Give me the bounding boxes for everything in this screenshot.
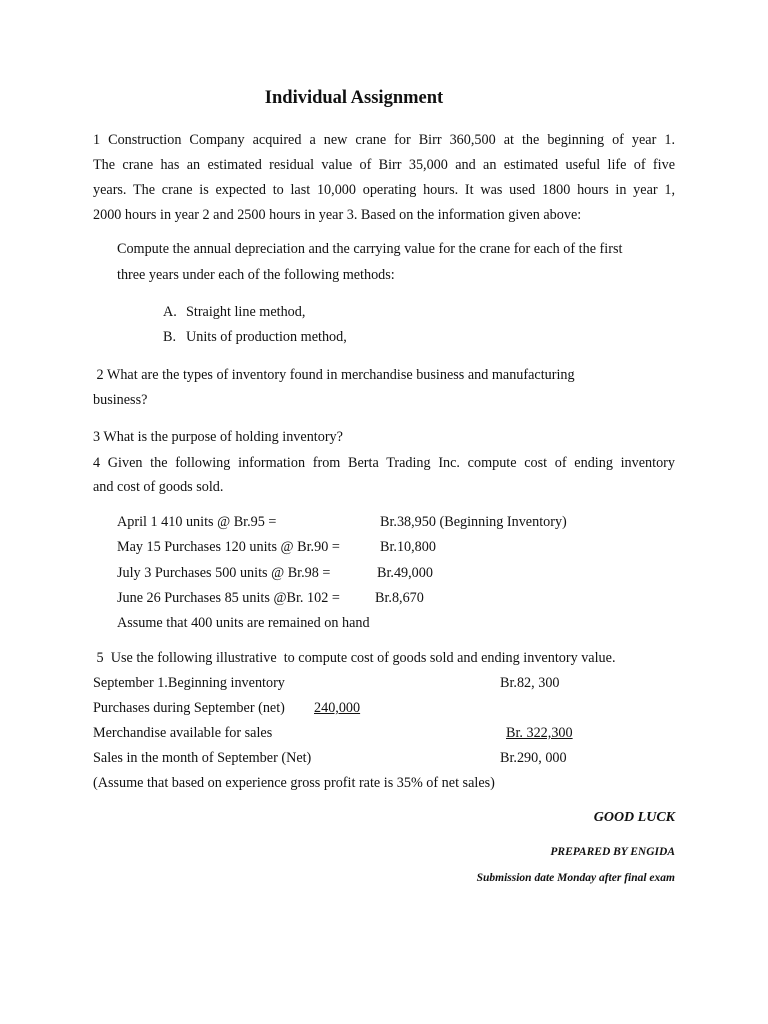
q4-row-amount: Br.8,670 bbox=[375, 590, 424, 606]
q4-line-1: 4 Given the following information from Berta Trading Inc. compute cost of ending inventory bbox=[93, 455, 675, 471]
q4-line-2: and cost of goods sold. bbox=[93, 479, 224, 495]
page-title: Individual Assignment bbox=[264, 88, 444, 108]
method-units-of-production: Units of production method, bbox=[186, 329, 347, 345]
q5-row-amount: Br. 322,300 bbox=[506, 725, 573, 741]
method-marker-a: A. bbox=[163, 304, 177, 320]
q4-assumption: Assume that 400 units are remained on hand bbox=[117, 615, 370, 631]
q1-instruction-line-1: Compute the annual depreciation and the carrying value for the crane for each of the first bbox=[117, 241, 623, 257]
q5-row-label: September 1.Beginning inventory bbox=[93, 675, 285, 691]
prepared-by: PREPARED BY ENGIDA bbox=[550, 846, 675, 858]
q2-line-1: 2 What are the types of inventory found in merchandise business and manufacturing bbox=[93, 367, 575, 383]
q1-instruction-line-2: three years under each of the following methods: bbox=[117, 267, 395, 283]
q4-row-desc: July 3 Purchases 500 units @ Br.98 = bbox=[117, 565, 331, 581]
q1-line-3: years. The crane is expected to last 10,000 operating hours. It was used 1800 hours in year 1, bbox=[93, 182, 675, 198]
method-marker-b: B. bbox=[163, 329, 177, 345]
q5-row-amount: Br.290, 000 bbox=[500, 750, 567, 766]
q4-row-amount: Br.49,000 bbox=[377, 565, 433, 581]
q5-row-amount: Br.82, 300 bbox=[500, 675, 560, 691]
q1-line-2: The crane has an estimated residual value of Birr 35,000 and an estimated useful life of five bbox=[93, 157, 675, 173]
q1-line-1: 1 Construction Company acquired a new crane for Birr 360,500 at the beginning of year 1. bbox=[93, 132, 675, 148]
submission-date: Submission date Monday after final exam bbox=[476, 872, 675, 884]
q5-row-amount: 240,000 bbox=[314, 700, 361, 716]
q4-row-desc: May 15 Purchases 120 units @ Br.90 = bbox=[117, 539, 340, 555]
q2-line-2: business? bbox=[93, 392, 148, 408]
q5-row-label: Sales in the month of September (Net) bbox=[93, 750, 312, 766]
q3-text: 3 What is the purpose of holding inventory? bbox=[93, 429, 343, 445]
good-luck: GOOD LUCK bbox=[593, 810, 675, 825]
q1-line-4: 2000 hours in year 2 and 2500 hours in year 3. Based on the information given above: bbox=[93, 207, 582, 223]
q4-row-amount: Br.38,950 (Beginning Inventory) bbox=[380, 514, 567, 530]
method-straight-line: Straight line method, bbox=[186, 304, 306, 320]
q4-row-desc: April 1 410 units @ Br.95 = bbox=[117, 514, 277, 530]
q5-row-label: Merchandise available for sales bbox=[93, 725, 273, 741]
q4-row-amount: Br.10,800 bbox=[380, 539, 436, 555]
q4-row-desc: June 26 Purchases 85 units @Br. 102 = bbox=[117, 590, 340, 606]
q5-row-label: Purchases during September (net) bbox=[93, 700, 285, 716]
q5-note: (Assume that based on experience gross profit rate is 35% of net sales) bbox=[93, 775, 495, 791]
q5-intro: 5 Use the following illustrative to compute cost of goods sold and ending inventory value. bbox=[93, 650, 616, 666]
